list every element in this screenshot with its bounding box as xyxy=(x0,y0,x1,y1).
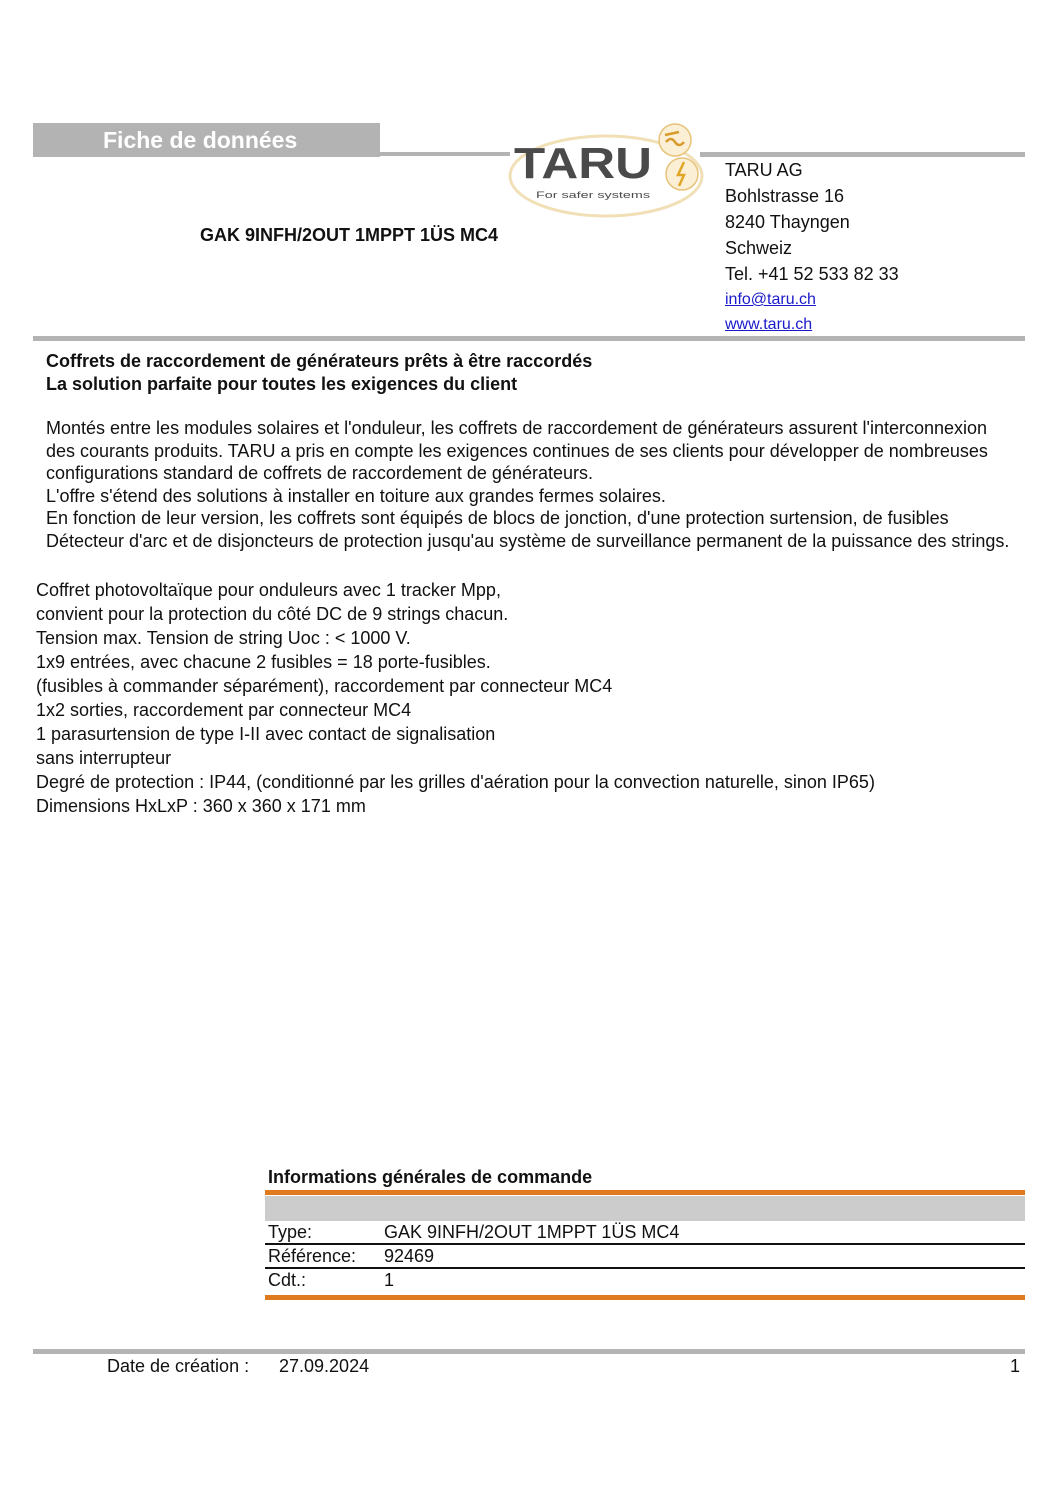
table-row xyxy=(265,1221,1025,1245)
intro-section xyxy=(46,350,1021,552)
main-content xyxy=(0,350,1058,818)
company-phone: Tel. +41 52 533 82 33 xyxy=(725,264,899,284)
datasheet-title-band xyxy=(33,123,380,157)
spec-line: Coffret photovoltaïque pour onduleurs avec 1 tracker Mpp, xyxy=(36,580,501,600)
order-table-bottom-bar xyxy=(265,1295,1025,1300)
row-value: 1 xyxy=(384,1270,395,1290)
product-title: GAK 9INFH/2OUT 1MPPT 1ÜS MC4 xyxy=(200,225,499,245)
company-name: TARU AG xyxy=(725,160,803,180)
row-value: 92469 xyxy=(384,1246,435,1266)
order-table-header-row xyxy=(265,1196,1025,1221)
order-info-title: Informations générales de commande xyxy=(268,1167,593,1187)
spec-line: Dimensions HxLxP : 360 x 360 x 171 mm xyxy=(36,796,366,816)
table-row xyxy=(265,1269,1025,1291)
lightning-icon xyxy=(666,158,698,190)
logo-tagline: For safer systems xyxy=(536,190,651,200)
intro-paragraph: En fonction de leur version, les coffrets sont équipés de blocs de jonction, d'une protection surtension, de fusibles xyxy=(46,508,949,528)
company-street: Bohlstrasse 16 xyxy=(725,186,845,206)
order-info-table xyxy=(265,1190,1025,1300)
order-table-top-bar xyxy=(265,1190,1025,1195)
row-label: Type: xyxy=(268,1222,313,1242)
spec-line: 1 parasurtension de type I-II avec contact de signalisation xyxy=(36,724,496,744)
creation-date-label: Date de création : xyxy=(107,1356,250,1376)
header-divider-left xyxy=(380,152,510,156)
spec-line: Tension max. Tension de string Uoc : < 1000 V. xyxy=(36,628,411,648)
ac-wave-icon xyxy=(659,124,691,156)
company-city: 8240 Thayngen xyxy=(725,212,850,232)
page-number: 1 xyxy=(1010,1356,1021,1376)
website-link[interactable]: www.taru.ch xyxy=(725,316,813,333)
intro-paragraph: Montés entre les modules solaires et l'onduleur, les coffrets de raccordement de générateurs assurent l'interconnexion des courants produits. TARU a pris en compte les exigences continues de ses clients pour développer de nombreuses configurations standard de coffrets de raccordement de générateurs. xyxy=(46,418,988,483)
row-label: Référence: xyxy=(268,1246,357,1266)
creation-date-value: 27.09.2024 xyxy=(279,1356,370,1376)
footer-divider xyxy=(33,1349,1025,1354)
taru-logo xyxy=(508,118,708,218)
row-value: GAK 9INFH/2OUT 1MPPT 1ÜS MC4 xyxy=(384,1222,680,1242)
logo-wordmark: TARU xyxy=(514,139,652,188)
spec-line: 1x2 sorties, raccordement par connecteur MC4 xyxy=(36,700,412,720)
intro-heading-2: La solution parfaite pour toutes les exigences du client xyxy=(46,373,518,394)
intro-heading-1: Coffrets de raccordement de générateurs prêts à être raccordés xyxy=(46,351,593,371)
email-link[interactable]: info@taru.ch xyxy=(725,291,816,308)
company-country: Schweiz xyxy=(725,238,793,258)
spec-list xyxy=(36,578,1036,818)
spec-line: convient pour la protection du côté DC de 9 strings chacun. xyxy=(36,604,509,624)
spec-line: Degré de protection : IP44, (conditionné par les grilles d'aération pour la convection naturelle, sinon IP65) xyxy=(36,772,875,792)
company-address xyxy=(725,157,1025,337)
intro-paragraph: Détecteur d'arc et de disjoncteurs de protection jusqu'au système de surveillance permanent de la puissance des strings. xyxy=(46,530,1010,551)
spec-line: 1x9 entrées, avec chacune 2 fusibles = 18 porte-fusibles. xyxy=(36,652,491,672)
intro-paragraph: L'offre s'étend des solutions à installer en toiture aux grandes fermes solaires. xyxy=(46,485,666,506)
table-row xyxy=(265,1245,1025,1269)
row-label: Cdt.: xyxy=(268,1270,307,1290)
spec-line: (fusibles à commander séparément), raccordement par connecteur MC4 xyxy=(36,676,613,696)
section-divider xyxy=(33,336,1025,341)
datasheet-title: Fiche de données xyxy=(103,127,298,153)
spec-line: sans interrupteur xyxy=(36,748,172,768)
